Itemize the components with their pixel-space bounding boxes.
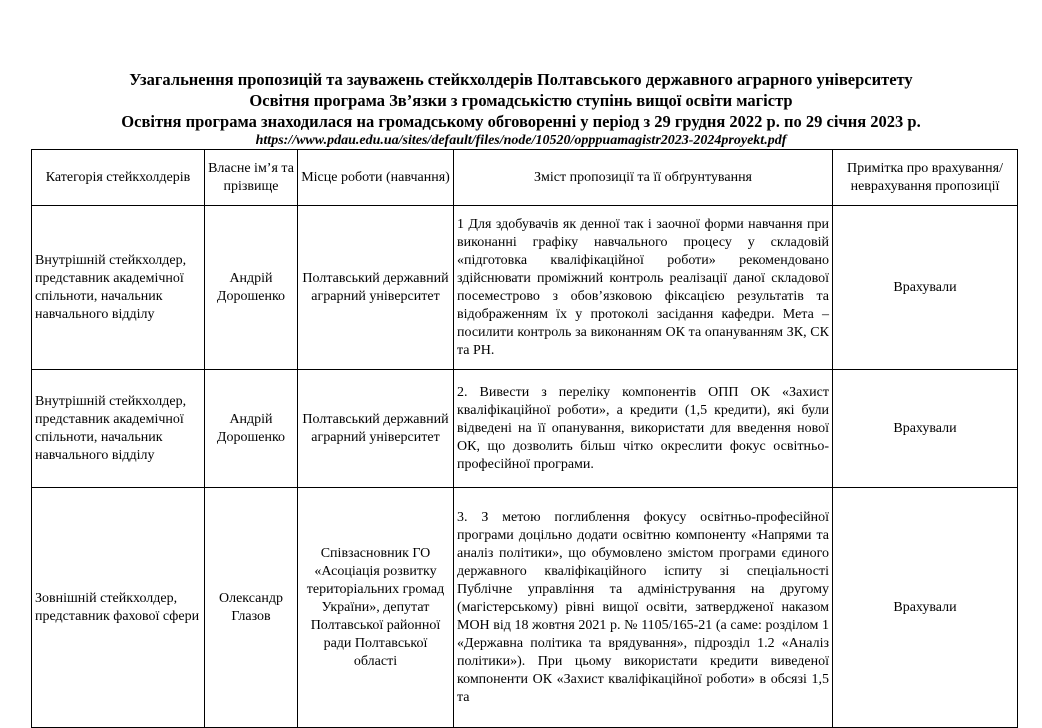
heading-url[interactable]: https://www.pdau.edu.ua/sites/default/files/node/10520/opppuamagistr2023-2024proyekt.pdf [255,133,787,148]
column-header-note: Примітка про врахування/неврахування пропозиції [833,150,1018,206]
cell-content: 2. Вивести з переліку компонентів ОПП ОК «Захист кваліфікаційної роботи», а кредити (1,5 кредити), які були відведені на її опанування, використати для введення нової ОК, що дозволить більш чітко окреслити фокус освітньо-професійної програми. [454,370,833,488]
cell-content: 3. З метою поглиблення фокусу освітньо-професійної програми доцільно додати освітню компоненту «Напрями та аналіз політики», що обумовлено змістом програми єдиного державного кваліфікаційного іспиту зі спеціальності Публічне управління та адміністрування на другому (магістерському) рівні вищої освіти, затвердженої наказом МОН від 18 жовтня 2021 р. № 1105/165-21 (а саме: розділом 1 «Державна політика та врядування», підрозділ 1.2 «Аналіз політики»). При цьому використати кредити виведеної компоненти ОК «Захист кваліфікаційної роботи» в обсязі 1,5 та [454,488,833,728]
cell-workplace: Співзасновник ГО «Асоціація розвитку територіальних громад України», депутат Полтавської районної ради Полтавської області [298,488,454,728]
heading-program: Освітня програма Зв’язки з громадськістю ступінь вищої освіти магістр [249,91,793,110]
proposals-table [31,149,1018,728]
cell-note: Врахували [833,488,1018,728]
table-row [32,488,1018,728]
cell-name: Олександр Глазов [205,488,298,728]
cell-note: Врахували [833,370,1018,488]
heading-title: Узагальнення пропозицій та зауважень стейкхолдерів Полтавського державного аграрного університету [129,70,913,89]
cell-name: Андрій Дорошенко [205,206,298,370]
cell-name: Андрій Дорошенко [205,370,298,488]
table-row [32,206,1018,370]
table-row [32,370,1018,488]
table-header-row [32,150,1018,206]
document-heading [0,69,1042,149]
cell-note: Врахували [833,206,1018,370]
cell-category: Зовнішній стейкхолдер, представник фахової сфери [32,488,205,728]
column-header-content: Зміст пропозиції та її обґрунтування [454,150,833,206]
cell-workplace: Полтавський державний аграрний університет [298,206,454,370]
cell-workplace: Полтавський державний аграрний університет [298,370,454,488]
column-header-name: Власне ім’я та прізвище [205,150,298,206]
cell-category: Внутрішній стейкхолдер, представник академічної спільноти, начальник навчального відділу [32,206,205,370]
cell-category: Внутрішній стейкхолдер, представник академічної спільноти, начальник навчального відділу [32,370,205,488]
heading-discussion-period: Освітня програма знаходилася на громадському обговоренні у період з 29 грудня 2022 р. по 29 січня 2023 р. [121,112,921,131]
column-header-workplace: Місце роботи (навчання) [298,150,454,206]
cell-content: 1 Для здобувачів як денної так і заочної форми навчання при виконанні графіку навчального процесу у складовій «підготовка кваліфікаційної роботи» рекомендовано здійснювати проміжний контроль реалізації даної складової посеместрово з обов’язковою фіксацією результатів та відображенням їх у протоколі засідання кафедри. Мета – посилити контроль за виконанням ОК та опануванням ЗК, СК та РН. [454,206,833,370]
column-header-category: Категорія стейкхолдерів [32,150,205,206]
